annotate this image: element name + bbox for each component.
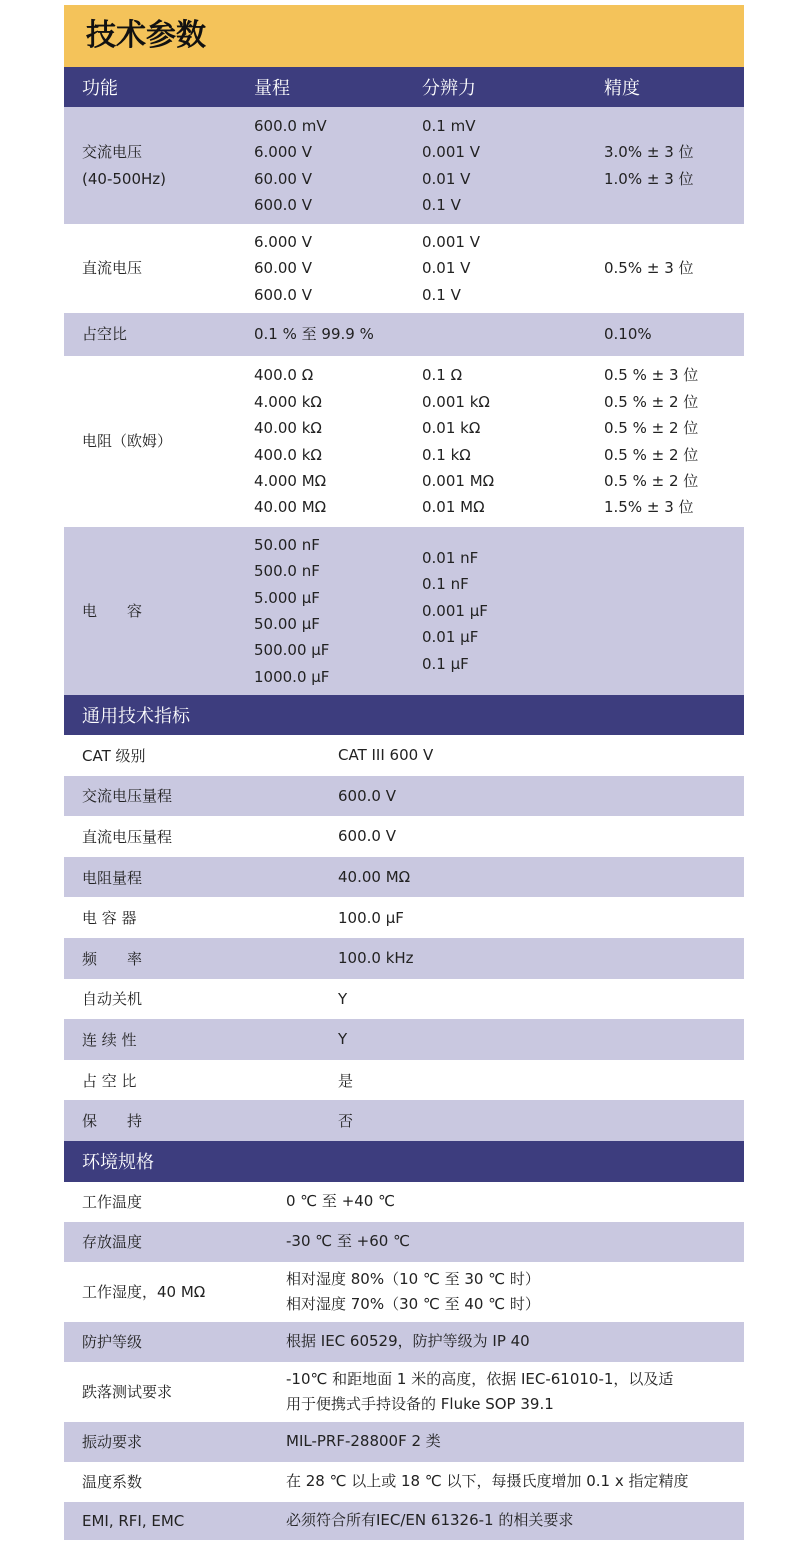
- env-row: [64, 1502, 744, 1540]
- spec-accuracy: [604, 321, 652, 347]
- env-value-line: MIL-PRF-28800F 2 类: [286, 1432, 441, 1451]
- spec-sheet: [64, 5, 744, 1540]
- general-value: CAT III 600 V: [338, 746, 434, 765]
- spec-resolution: 0.01 V: [422, 169, 471, 188]
- spec-resolution: 0.01 kΩ: [422, 419, 481, 438]
- env-value: [286, 1429, 441, 1454]
- general-value: 100.0 kHz: [338, 949, 414, 968]
- general-row: [64, 1019, 744, 1060]
- env-row: [64, 1422, 744, 1462]
- spec-resolution: 0.001 MΩ: [422, 471, 495, 490]
- general-section-title: 通用技术指标: [82, 706, 190, 727]
- env-value-line: -10℃ 和距地面 1 米的高度，依据 IEC-61010-1，以及适: [286, 1369, 674, 1388]
- header-accuracy: 精度: [604, 78, 640, 99]
- spec-accuracy-value: 1.5% ± 3 位: [604, 498, 694, 517]
- general-label: 自动关机: [82, 990, 143, 1009]
- spec-row: [64, 224, 744, 313]
- env-label: 温度系数: [82, 1473, 143, 1492]
- spec-accuracy-value: 3.0% ± 3 位: [604, 143, 694, 162]
- spec-row: [64, 527, 744, 695]
- general-label: 频 率: [82, 949, 143, 968]
- spec-resolution: 0.001 μF: [422, 601, 488, 620]
- env-label: 跌落测试要求: [82, 1383, 173, 1402]
- spec-resolutions: [422, 545, 604, 677]
- spec-resolution: 0.1 Ω: [422, 366, 463, 385]
- spec-row: [64, 313, 744, 356]
- env-label: 存放温度: [82, 1233, 143, 1252]
- header-range: 量程: [254, 78, 290, 99]
- spec-ranges: [254, 229, 422, 308]
- spec-ranges: [254, 532, 422, 690]
- spec-resolution: 0.1 nF: [422, 575, 469, 594]
- spec-function-line: 占空比: [82, 325, 128, 344]
- spec-function-line: 直流电压: [82, 259, 143, 278]
- env-value: [286, 1508, 573, 1533]
- env-label: EMI, RFI, EMC: [82, 1511, 185, 1530]
- spec-row: [64, 356, 744, 527]
- spec-range: 60.00 V: [254, 259, 312, 278]
- env-value: [286, 1367, 673, 1417]
- env-value: [286, 1329, 530, 1354]
- spec-function: [64, 139, 254, 192]
- general-table-body: [64, 735, 744, 1141]
- general-row: [64, 735, 744, 776]
- env-value: [286, 1469, 689, 1494]
- spec-resolution: 0.1 μF: [422, 654, 469, 673]
- env-section-title: 环境规格: [82, 1152, 154, 1174]
- spec-table-header: [64, 67, 744, 107]
- spec-range: 4.000 MΩ: [254, 471, 327, 490]
- spec-accuracy-value: 0.10%: [604, 325, 652, 344]
- general-label: 保 持: [82, 1112, 143, 1131]
- spec-function-line: 交流电压: [82, 143, 143, 162]
- general-row: [64, 776, 744, 817]
- general-value: 否: [338, 1112, 354, 1131]
- general-row: [64, 979, 744, 1020]
- env-value: [286, 1189, 395, 1214]
- general-value: 是: [338, 1071, 354, 1090]
- spec-accuracy: [604, 362, 698, 520]
- spec-range: 6.000 V: [254, 143, 312, 162]
- general-row: [64, 897, 744, 938]
- header-function: 功能: [82, 78, 118, 99]
- spec-range: 600.0 V: [254, 285, 312, 304]
- spec-range: 50.00 nF: [254, 535, 320, 554]
- general-row: [64, 857, 744, 898]
- spec-resolutions: [422, 362, 604, 520]
- spec-ranges: [254, 362, 422, 520]
- spec-resolution: 0.01 nF: [422, 548, 479, 567]
- spec-resolution: 0.01 V: [422, 259, 471, 278]
- env-row: [64, 1222, 744, 1262]
- spec-accuracy-value: 0.5 % ± 2 位: [604, 419, 699, 438]
- spec-ranges: [254, 321, 422, 347]
- spec-resolutions: [422, 113, 604, 219]
- general-value: Y: [338, 1030, 348, 1049]
- spec-resolution: 0.001 V: [422, 143, 480, 162]
- general-label: 连 续 性: [82, 1030, 137, 1049]
- general-value: 40.00 MΩ: [338, 868, 411, 887]
- env-row: [64, 1462, 744, 1502]
- spec-range: 500.0 nF: [254, 562, 320, 581]
- spec-range: 50.00 μF: [254, 615, 320, 633]
- env-label: 工作温度: [82, 1193, 143, 1212]
- general-label: 交流电压量程: [82, 787, 173, 806]
- spec-range: 600.0 mV: [254, 116, 327, 135]
- spec-table-body: [64, 107, 744, 695]
- spec-range: 6.000 V: [254, 232, 312, 251]
- spec-range: 400.0 Ω: [254, 366, 314, 385]
- spec-resolution: 0.001 kΩ: [422, 392, 490, 411]
- env-value-line: -30 ℃ 至 +60 ℃: [286, 1232, 410, 1251]
- header-resolution: 分辨力: [422, 78, 476, 99]
- spec-accuracy-value: 1.0% ± 3 位: [604, 169, 694, 188]
- general-value: 100.0 μF: [338, 908, 404, 927]
- spec-accuracy-value: 0.5 % ± 2 位: [604, 392, 699, 411]
- general-value: Y: [338, 989, 348, 1008]
- general-label: 占 空 比: [82, 1071, 137, 1090]
- env-value-line: 相对湿度 70%（30 ℃ 至 40 ℃ 时）: [286, 1294, 540, 1313]
- spec-resolution: 0.01 μF: [422, 628, 479, 647]
- env-value-line: 相对湿度 80%（10 ℃ 至 30 ℃ 时）: [286, 1269, 540, 1288]
- general-row: [64, 938, 744, 979]
- spec-resolutions: [422, 229, 604, 308]
- general-label: CAT 级别: [82, 746, 146, 765]
- spec-resolution: 0.1 kΩ: [422, 445, 471, 464]
- spec-accuracy: [604, 139, 694, 192]
- general-label: 电 容 器: [82, 909, 137, 928]
- spec-accuracy-value: 0.5 % ± 2 位: [604, 471, 699, 490]
- general-label: 直流电压量程: [82, 827, 173, 846]
- general-row: [64, 816, 744, 857]
- spec-function: [64, 255, 254, 281]
- env-table-body: [64, 1182, 744, 1540]
- spec-range: 500.00 μF: [254, 641, 330, 660]
- env-label: 防护等级: [82, 1333, 143, 1352]
- general-label: 电阻量程: [82, 868, 143, 887]
- spec-range: 60.00 V: [254, 169, 312, 188]
- spec-resolution: 0.1 V: [422, 195, 461, 214]
- env-value-line: 根据 IEC 60529，防护等级为 IP 40: [286, 1332, 530, 1351]
- env-section-header: [64, 1141, 744, 1182]
- env-value-line: 用于便携式手持设备的 Fluke SOP 39.1: [286, 1394, 554, 1413]
- spec-range: 400.0 kΩ: [254, 445, 322, 464]
- spec-resolution: 0.01 MΩ: [422, 498, 485, 517]
- spec-accuracy-value: 0.5 % ± 3 位: [604, 366, 699, 385]
- general-row: [64, 1100, 744, 1141]
- general-row: [64, 1060, 744, 1101]
- spec-range: 1000.0 μF: [254, 667, 330, 686]
- env-label: 振动要求: [82, 1433, 143, 1452]
- env-value-line: 在 28 ℃ 以上或 18 ℃ 以下，每摄氏度增加 0.1 x 指定精度: [286, 1472, 689, 1491]
- spec-range: 600.0 V: [254, 195, 312, 214]
- env-label: 工作湿度，40 MΩ: [82, 1283, 206, 1302]
- env-value-line: 必须符合所有IEC/EN 61326-1 的相关要求: [286, 1511, 574, 1530]
- spec-ranges: [254, 113, 422, 219]
- spec-range: 4.000 kΩ: [254, 392, 322, 411]
- spec-accuracy-value: 0.5 % ± 2 位: [604, 445, 699, 464]
- env-row: [64, 1262, 744, 1322]
- spec-resolution: 0.1 V: [422, 285, 461, 304]
- spec-resolution: 0.001 V: [422, 232, 480, 251]
- env-row: [64, 1322, 744, 1362]
- spec-function-line: (40-500Hz): [82, 169, 166, 188]
- spec-function: [64, 598, 254, 624]
- env-value-line: 0 ℃ 至 +40 ℃: [286, 1192, 395, 1211]
- spec-function-line: 电阻（欧姆）: [82, 432, 173, 451]
- spec-resolution: 0.1 mV: [422, 116, 476, 135]
- spec-range: 0.1 % 至 99.9 %: [254, 325, 374, 344]
- env-value: [286, 1267, 540, 1317]
- spec-function-line: 电 容: [82, 601, 143, 620]
- env-row: [64, 1182, 744, 1222]
- general-value: 600.0 V: [338, 786, 396, 805]
- page-title: 技术参数: [64, 5, 744, 67]
- env-value: [286, 1229, 410, 1254]
- spec-range: 40.00 MΩ: [254, 498, 327, 517]
- spec-function: [64, 428, 254, 454]
- general-value: 600.0 V: [338, 827, 396, 846]
- spec-range: 5.000 μF: [254, 588, 320, 607]
- spec-row: [64, 107, 744, 224]
- spec-range: 40.00 kΩ: [254, 419, 322, 438]
- env-row: [64, 1362, 744, 1422]
- general-section-header: [64, 695, 744, 735]
- spec-accuracy: [604, 255, 694, 281]
- spec-function: [64, 321, 254, 347]
- spec-accuracy-value: 0.5% ± 3 位: [604, 259, 694, 278]
